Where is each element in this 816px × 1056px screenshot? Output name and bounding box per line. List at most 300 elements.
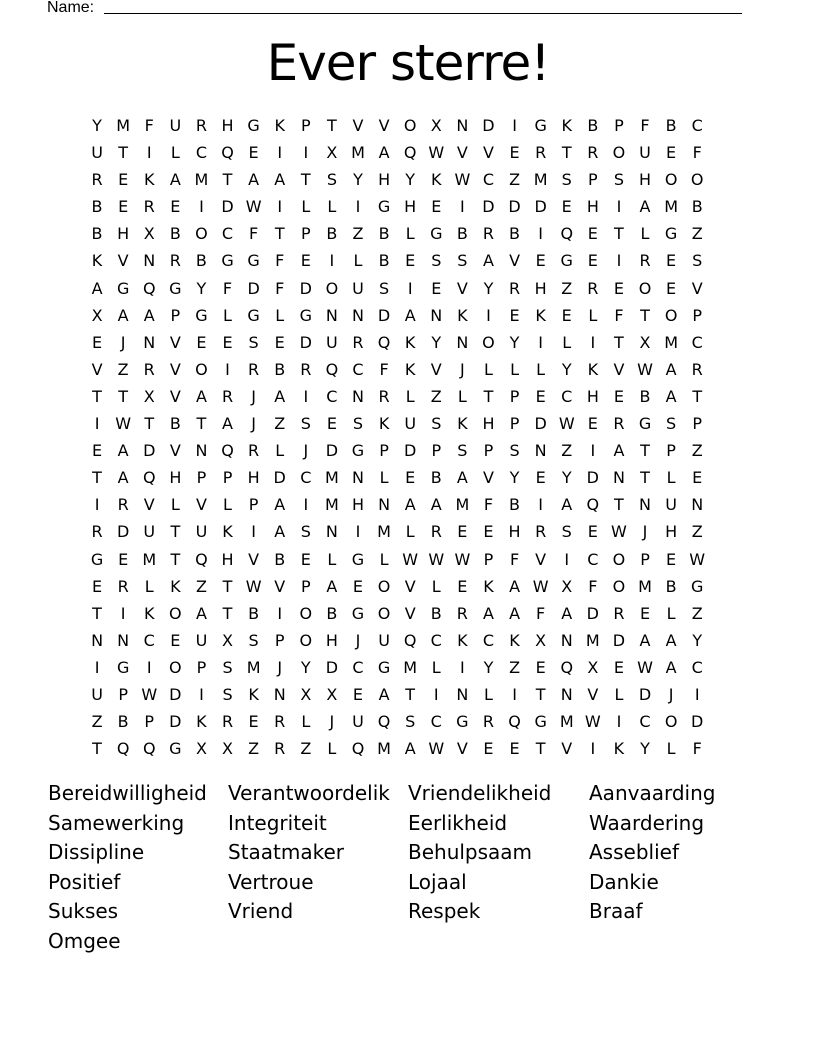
grid-cell[interactable]: H bbox=[586, 386, 599, 406]
grid-cell[interactable]: P bbox=[666, 441, 676, 461]
grid-cell[interactable]: C bbox=[143, 630, 155, 650]
grid-cell[interactable]: K bbox=[457, 305, 468, 325]
grid-cell[interactable]: L bbox=[144, 576, 154, 596]
grid-cell[interactable]: O bbox=[612, 143, 626, 163]
grid-cell[interactable]: I bbox=[460, 197, 465, 217]
grid-cell[interactable]: J bbox=[355, 630, 361, 650]
grid-cell[interactable]: E bbox=[300, 251, 311, 271]
grid-cell[interactable]: N bbox=[456, 684, 469, 704]
grid-cell[interactable]: E bbox=[326, 414, 337, 434]
grid-cell[interactable]: K bbox=[378, 414, 390, 434]
grid-cell[interactable]: W bbox=[532, 576, 549, 596]
grid-cell[interactable]: Z bbox=[117, 359, 129, 379]
grid-cell[interactable]: E bbox=[692, 468, 703, 488]
grid-cell[interactable]: D bbox=[299, 278, 312, 298]
grid-cell[interactable]: O bbox=[403, 116, 417, 135]
grid-cell[interactable]: K bbox=[457, 414, 468, 434]
grid-cell[interactable]: G bbox=[351, 603, 365, 623]
grid-cell[interactable]: C bbox=[691, 657, 703, 677]
grid-cell[interactable]: E bbox=[248, 712, 259, 732]
grid-cell[interactable]: X bbox=[561, 576, 573, 596]
grid-cell[interactable]: E bbox=[91, 441, 103, 461]
grid-cell[interactable]: A bbox=[195, 603, 207, 623]
grid-cell[interactable]: W bbox=[115, 414, 132, 434]
grid-cell[interactable]: R bbox=[117, 495, 129, 515]
grid-cell[interactable]: P bbox=[170, 305, 181, 325]
grid-cell[interactable]: N bbox=[430, 305, 443, 325]
grid-cell[interactable]: O bbox=[690, 170, 704, 190]
grid-cell[interactable]: M bbox=[455, 495, 470, 515]
grid-cell[interactable]: I bbox=[616, 197, 622, 217]
grid-cell[interactable]: Z bbox=[691, 603, 703, 623]
grid-cell[interactable]: H bbox=[378, 170, 391, 190]
grid-cell[interactable]: B bbox=[665, 116, 677, 135]
grid-cell[interactable]: X bbox=[195, 739, 207, 759]
grid-cell[interactable]: E bbox=[509, 739, 520, 759]
grid-cell[interactable]: K bbox=[483, 576, 494, 596]
grid-cell[interactable]: I bbox=[329, 251, 335, 271]
grid-cell[interactable]: P bbox=[248, 495, 259, 515]
grid-cell[interactable]: H bbox=[117, 224, 130, 244]
grid-cell[interactable]: R bbox=[508, 278, 521, 298]
grid-cell[interactable]: N bbox=[352, 468, 364, 488]
grid-cell[interactable]: Z bbox=[300, 739, 312, 759]
grid-cell[interactable]: P bbox=[640, 549, 650, 569]
grid-cell[interactable]: B bbox=[169, 414, 181, 434]
grid-cell[interactable]: Y bbox=[509, 468, 520, 488]
grid-cell[interactable]: V bbox=[404, 576, 416, 596]
grid-cell[interactable]: D bbox=[116, 522, 130, 542]
grid-cell[interactable]: R bbox=[300, 359, 312, 379]
grid-cell[interactable]: T bbox=[92, 603, 102, 623]
grid-cell[interactable]: V bbox=[169, 332, 181, 352]
grid-cell[interactable]: J bbox=[120, 332, 126, 352]
grid-cell[interactable]: O bbox=[195, 359, 208, 379]
grid-cell[interactable]: N bbox=[273, 684, 286, 704]
grid-cell[interactable]: Q bbox=[142, 468, 156, 488]
grid-cell[interactable]: P bbox=[222, 468, 233, 488]
grid-cell[interactable]: I bbox=[303, 386, 309, 406]
grid-cell[interactable]: U bbox=[169, 116, 182, 135]
grid-cell[interactable]: T bbox=[144, 414, 155, 434]
grid-cell[interactable]: E bbox=[666, 278, 677, 298]
grid-cell[interactable]: C bbox=[639, 712, 651, 732]
grid-cell[interactable]: L bbox=[483, 359, 493, 379]
grid-cell[interactable]: I bbox=[407, 278, 413, 298]
grid-cell[interactable]: R bbox=[639, 251, 651, 271]
grid-cell[interactable]: F bbox=[275, 278, 285, 298]
grid-cell[interactable]: E bbox=[431, 197, 442, 217]
grid-cell[interactable]: Q bbox=[116, 739, 130, 759]
grid-cell[interactable]: I bbox=[512, 684, 517, 704]
grid-cell[interactable]: I bbox=[538, 495, 543, 515]
grid-cell[interactable]: Q bbox=[325, 359, 339, 379]
grid-cell[interactable]: N bbox=[143, 332, 156, 352]
grid-cell[interactable]: K bbox=[143, 170, 155, 190]
grid-cell[interactable]: D bbox=[221, 197, 234, 217]
grid-cell[interactable]: A bbox=[222, 414, 233, 434]
grid-cell[interactable]: T bbox=[118, 386, 129, 406]
grid-cell[interactable]: E bbox=[457, 522, 468, 542]
grid-cell[interactable]: Q bbox=[377, 332, 391, 352]
grid-cell[interactable]: X bbox=[222, 630, 233, 650]
grid-cell[interactable]: M bbox=[116, 116, 131, 135]
grid-cell[interactable]: P bbox=[144, 712, 155, 732]
grid-cell[interactable]: A bbox=[509, 576, 521, 596]
grid-cell[interactable]: R bbox=[535, 522, 547, 542]
grid-cell[interactable]: R bbox=[378, 386, 390, 406]
grid-cell[interactable]: D bbox=[482, 116, 495, 135]
grid-cell[interactable]: U bbox=[143, 522, 156, 542]
grid-cell[interactable]: A bbox=[274, 386, 286, 406]
grid-cell[interactable]: Q bbox=[351, 739, 365, 759]
grid-cell[interactable]: M bbox=[377, 739, 391, 759]
grid-cell[interactable]: A bbox=[274, 522, 286, 542]
grid-cell[interactable]: P bbox=[614, 116, 624, 135]
grid-cell[interactable]: D bbox=[612, 630, 626, 650]
grid-cell[interactable]: P bbox=[509, 414, 520, 434]
grid-cell[interactable]: N bbox=[325, 305, 338, 325]
grid-cell[interactable]: F bbox=[640, 116, 650, 135]
grid-cell[interactable]: S bbox=[326, 170, 337, 190]
grid-cell[interactable]: Y bbox=[300, 657, 311, 677]
grid-cell[interactable]: N bbox=[352, 305, 364, 325]
grid-cell[interactable]: S bbox=[222, 684, 233, 704]
grid-cell[interactable]: K bbox=[431, 170, 442, 190]
grid-cell[interactable]: E bbox=[300, 549, 311, 569]
grid-cell[interactable]: R bbox=[482, 712, 495, 732]
grid-cell[interactable]: C bbox=[430, 712, 442, 732]
grid-cell[interactable]: H bbox=[169, 468, 182, 488]
grid-cell[interactable]: B bbox=[117, 712, 129, 732]
grid-cell[interactable]: D bbox=[534, 197, 547, 217]
grid-cell[interactable]: V bbox=[613, 359, 625, 379]
grid-cell[interactable]: X bbox=[91, 305, 103, 325]
grid-cell[interactable]: N bbox=[117, 630, 130, 650]
grid-cell[interactable]: A bbox=[117, 468, 129, 488]
grid-cell[interactable]: Z bbox=[509, 657, 521, 677]
grid-cell[interactable]: A bbox=[482, 603, 494, 623]
grid-cell[interactable]: I bbox=[94, 414, 100, 434]
grid-cell[interactable]: H bbox=[221, 549, 234, 569]
grid-cell[interactable]: H bbox=[482, 414, 495, 434]
grid-cell[interactable]: C bbox=[221, 224, 234, 244]
grid-cell[interactable]: R bbox=[248, 441, 260, 461]
grid-cell[interactable]: T bbox=[327, 116, 337, 135]
grid-cell[interactable]: F bbox=[536, 603, 546, 623]
grid-cell[interactable]: Z bbox=[509, 170, 521, 190]
grid-cell[interactable]: F bbox=[222, 278, 233, 298]
grid-cell[interactable]: Q bbox=[195, 549, 208, 569]
grid-cell[interactable]: G bbox=[664, 224, 678, 244]
grid-cell[interactable]: B bbox=[169, 224, 181, 244]
grid-cell[interactable]: E bbox=[170, 197, 181, 217]
grid-cell[interactable]: C bbox=[300, 468, 312, 488]
grid-cell[interactable]: T bbox=[561, 143, 572, 163]
grid-cell[interactable]: Z bbox=[561, 278, 573, 298]
grid-cell[interactable]: M bbox=[638, 576, 652, 596]
grid-cell[interactable]: I bbox=[486, 305, 491, 325]
grid-cell[interactable]: A bbox=[117, 305, 129, 325]
grid-cell[interactable]: N bbox=[91, 630, 104, 650]
grid-cell[interactable]: E bbox=[535, 468, 546, 488]
grid-cell[interactable]: P bbox=[300, 576, 311, 596]
grid-cell[interactable]: M bbox=[377, 522, 391, 542]
grid-cell[interactable]: B bbox=[587, 116, 599, 135]
grid-cell[interactable]: F bbox=[588, 576, 598, 596]
grid-cell[interactable]: I bbox=[694, 684, 700, 704]
grid-cell[interactable]: Z bbox=[352, 224, 364, 244]
grid-cell[interactable]: V bbox=[535, 549, 547, 569]
grid-cell[interactable]: B bbox=[326, 224, 338, 244]
grid-cell[interactable]: A bbox=[274, 170, 286, 190]
grid-cell[interactable]: N bbox=[456, 332, 469, 352]
grid-cell[interactable]: E bbox=[352, 576, 364, 596]
grid-cell[interactable]: S bbox=[248, 630, 259, 650]
grid-cell[interactable]: F bbox=[275, 251, 285, 271]
grid-cell[interactable]: B bbox=[378, 251, 390, 271]
grid-cell[interactable]: S bbox=[457, 251, 468, 271]
grid-cell[interactable]: U bbox=[91, 684, 103, 704]
grid-cell[interactable]: Z bbox=[91, 712, 103, 732]
grid-cell[interactable]: A bbox=[639, 197, 651, 217]
grid-cell[interactable]: V bbox=[352, 116, 364, 135]
grid-cell[interactable]: T bbox=[222, 576, 233, 596]
grid-cell[interactable]: O bbox=[482, 332, 495, 352]
grid-cell[interactable]: W bbox=[428, 739, 445, 759]
grid-cell[interactable]: O bbox=[325, 278, 339, 298]
grid-cell[interactable]: S bbox=[457, 441, 468, 461]
grid-cell[interactable]: G bbox=[90, 549, 104, 569]
grid-cell[interactable]: R bbox=[221, 712, 234, 732]
grid-cell[interactable]: C bbox=[561, 386, 573, 406]
grid-cell[interactable]: V bbox=[169, 441, 181, 461]
grid-cell[interactable]: Z bbox=[248, 739, 260, 759]
grid-cell[interactable]: X bbox=[639, 332, 651, 352]
grid-cell[interactable]: Q bbox=[586, 495, 600, 515]
grid-cell[interactable]: W bbox=[245, 197, 262, 217]
grid-cell[interactable]: T bbox=[92, 468, 102, 488]
grid-cell[interactable]: I bbox=[94, 495, 100, 515]
grid-cell[interactable]: R bbox=[91, 170, 103, 190]
grid-cell[interactable]: T bbox=[640, 441, 650, 461]
grid-cell[interactable]: V bbox=[456, 143, 468, 163]
grid-cell[interactable]: T bbox=[300, 170, 311, 190]
grid-cell[interactable]: R bbox=[169, 251, 181, 271]
grid-cell[interactable]: R bbox=[352, 332, 364, 352]
grid-cell[interactable]: W bbox=[245, 576, 262, 596]
grid-cell[interactable]: B bbox=[456, 224, 468, 244]
grid-cell[interactable]: D bbox=[508, 197, 521, 217]
grid-cell[interactable]: U bbox=[195, 630, 208, 650]
grid-cell[interactable]: U bbox=[639, 143, 651, 163]
grid-cell[interactable]: G bbox=[430, 224, 443, 244]
grid-cell[interactable]: P bbox=[692, 305, 703, 325]
grid-cell[interactable]: E bbox=[666, 143, 677, 163]
grid-cell[interactable]: T bbox=[614, 495, 624, 515]
grid-cell[interactable]: E bbox=[170, 630, 181, 650]
grid-cell[interactable]: K bbox=[274, 116, 285, 135]
grid-cell[interactable]: D bbox=[534, 414, 547, 434]
grid-cell[interactable]: E bbox=[118, 197, 129, 217]
grid-cell[interactable]: G bbox=[638, 414, 652, 434]
grid-cell[interactable]: X bbox=[326, 143, 338, 163]
grid-cell[interactable]: L bbox=[170, 143, 180, 163]
grid-cell[interactable]: K bbox=[222, 522, 233, 542]
grid-cell[interactable]: T bbox=[92, 739, 102, 759]
grid-cell[interactable]: E bbox=[118, 170, 129, 190]
grid-cell[interactable]: L bbox=[431, 576, 441, 596]
grid-cell[interactable]: S bbox=[352, 414, 364, 434]
grid-cell[interactable]: G bbox=[247, 251, 260, 271]
grid-cell[interactable]: T bbox=[274, 224, 285, 244]
grid-cell[interactable]: O bbox=[612, 549, 626, 569]
grid-cell[interactable]: W bbox=[428, 549, 445, 569]
grid-cell[interactable]: E bbox=[613, 278, 624, 298]
grid-cell[interactable]: R bbox=[274, 739, 286, 759]
grid-cell[interactable]: E bbox=[196, 332, 207, 352]
grid-cell[interactable]: O bbox=[169, 657, 182, 677]
grid-cell[interactable]: E bbox=[666, 251, 677, 271]
grid-cell[interactable]: I bbox=[146, 657, 152, 677]
grid-cell[interactable]: W bbox=[454, 549, 471, 569]
grid-cell[interactable]: A bbox=[404, 495, 416, 515]
grid-cell[interactable]: N bbox=[325, 522, 338, 542]
grid-cell[interactable]: E bbox=[587, 522, 598, 542]
grid-cell[interactable]: K bbox=[91, 251, 103, 271]
grid-cell[interactable]: P bbox=[692, 414, 703, 434]
grid-cell[interactable]: X bbox=[222, 739, 233, 759]
grid-cell[interactable]: E bbox=[587, 251, 598, 271]
grid-cell[interactable]: Z bbox=[274, 414, 286, 434]
grid-cell[interactable]: D bbox=[169, 712, 182, 732]
grid-cell[interactable]: R bbox=[587, 278, 599, 298]
grid-cell[interactable]: G bbox=[116, 657, 130, 677]
grid-cell[interactable]: C bbox=[352, 657, 364, 677]
grid-cell[interactable]: R bbox=[195, 116, 207, 135]
grid-cell[interactable]: J bbox=[251, 386, 256, 406]
grid-cell[interactable]: N bbox=[378, 495, 391, 515]
grid-cell[interactable]: U bbox=[326, 332, 338, 352]
grid-cell[interactable]: L bbox=[405, 224, 415, 244]
grid-cell[interactable]: F bbox=[379, 359, 389, 379]
grid-cell[interactable]: E bbox=[91, 332, 103, 352]
name-line[interactable] bbox=[104, 13, 742, 14]
grid-cell[interactable]: U bbox=[91, 143, 103, 163]
grid-cell[interactable]: N bbox=[560, 630, 573, 650]
grid-cell[interactable]: B bbox=[91, 197, 103, 217]
grid-cell[interactable]: S bbox=[561, 170, 572, 190]
grid-cell[interactable]: A bbox=[326, 576, 338, 596]
grid-cell[interactable]: F bbox=[144, 116, 154, 135]
grid-cell[interactable]: P bbox=[379, 441, 389, 461]
grid-cell[interactable]: I bbox=[225, 359, 230, 379]
grid-cell[interactable]: R bbox=[143, 197, 155, 217]
grid-cell[interactable]: T bbox=[92, 386, 102, 406]
grid-cell[interactable]: L bbox=[614, 684, 624, 704]
grid-cell[interactable]: G bbox=[691, 576, 704, 596]
grid-cell[interactable]: G bbox=[169, 278, 182, 298]
grid-cell[interactable]: U bbox=[404, 414, 417, 434]
grid-cell[interactable]: G bbox=[247, 305, 260, 325]
grid-cell[interactable]: W bbox=[637, 359, 653, 379]
grid-cell[interactable]: L bbox=[666, 739, 676, 759]
grid-cell[interactable]: D bbox=[143, 441, 156, 461]
grid-cell[interactable]: L bbox=[483, 684, 493, 704]
grid-cell[interactable]: R bbox=[587, 143, 599, 163]
grid-cell[interactable]: O bbox=[169, 603, 182, 623]
grid-cell[interactable]: M bbox=[324, 495, 339, 515]
grid-cell[interactable]: C bbox=[326, 386, 338, 406]
grid-cell[interactable]: A bbox=[274, 495, 286, 515]
grid-cell[interactable]: E bbox=[509, 305, 520, 325]
grid-cell[interactable]: L bbox=[666, 468, 676, 488]
grid-cell[interactable]: I bbox=[146, 143, 152, 163]
grid-cell[interactable]: L bbox=[379, 468, 389, 488]
grid-cell[interactable]: K bbox=[613, 739, 625, 759]
grid-cell[interactable]: I bbox=[512, 116, 517, 135]
grid-cell[interactable]: O bbox=[195, 224, 208, 244]
grid-cell[interactable]: H bbox=[665, 522, 678, 542]
grid-cell[interactable]: W bbox=[141, 684, 158, 704]
grid-cell[interactable]: F bbox=[692, 143, 702, 163]
grid-cell[interactable]: C bbox=[195, 143, 207, 163]
grid-cell[interactable]: M bbox=[559, 712, 574, 732]
grid-cell[interactable]: P bbox=[509, 386, 520, 406]
grid-cell[interactable]: Z bbox=[561, 441, 573, 461]
grid-cell[interactable]: S bbox=[379, 278, 390, 298]
grid-cell[interactable]: P bbox=[196, 468, 207, 488]
grid-cell[interactable]: M bbox=[664, 332, 679, 352]
grid-cell[interactable]: D bbox=[247, 278, 260, 298]
grid-cell[interactable]: A bbox=[195, 386, 207, 406]
grid-cell[interactable]: F bbox=[692, 739, 702, 759]
grid-cell[interactable]: Q bbox=[508, 712, 521, 732]
grid-cell[interactable]: Q bbox=[377, 712, 391, 732]
grid-cell[interactable]: P bbox=[300, 116, 311, 135]
grid-cell[interactable]: B bbox=[665, 576, 677, 596]
grid-cell[interactable]: H bbox=[325, 630, 338, 650]
grid-cell[interactable]: O bbox=[664, 305, 678, 325]
grid-cell[interactable]: U bbox=[665, 495, 677, 515]
grid-cell[interactable]: E bbox=[457, 576, 468, 596]
grid-cell[interactable]: L bbox=[327, 739, 337, 759]
grid-cell[interactable]: N bbox=[456, 116, 469, 135]
grid-cell[interactable]: E bbox=[613, 386, 624, 406]
grid-cell[interactable]: R bbox=[248, 359, 260, 379]
grid-cell[interactable]: Q bbox=[142, 278, 156, 298]
grid-cell[interactable]: B bbox=[274, 359, 286, 379]
grid-cell[interactable]: W bbox=[402, 549, 419, 569]
grid-cell[interactable]: K bbox=[143, 603, 155, 623]
grid-cell[interactable]: S bbox=[300, 414, 311, 434]
grid-cell[interactable]: D bbox=[273, 468, 286, 488]
grid-cell[interactable]: X bbox=[535, 630, 547, 650]
grid-cell[interactable]: R bbox=[430, 522, 442, 542]
grid-cell[interactable]: G bbox=[169, 739, 182, 759]
grid-cell[interactable]: B bbox=[509, 224, 521, 244]
grid-cell[interactable]: G bbox=[456, 712, 469, 732]
grid-cell[interactable]: S bbox=[561, 522, 572, 542]
grid-cell[interactable]: E bbox=[535, 657, 546, 677]
grid-cell[interactable]: W bbox=[611, 522, 627, 542]
grid-cell[interactable]: V bbox=[691, 278, 703, 298]
grid-cell[interactable]: D bbox=[299, 332, 312, 352]
grid-cell[interactable]: T bbox=[170, 522, 181, 542]
grid-cell[interactable]: C bbox=[482, 170, 495, 190]
grid-cell[interactable]: T bbox=[118, 143, 129, 163]
grid-cell[interactable]: J bbox=[277, 657, 283, 677]
